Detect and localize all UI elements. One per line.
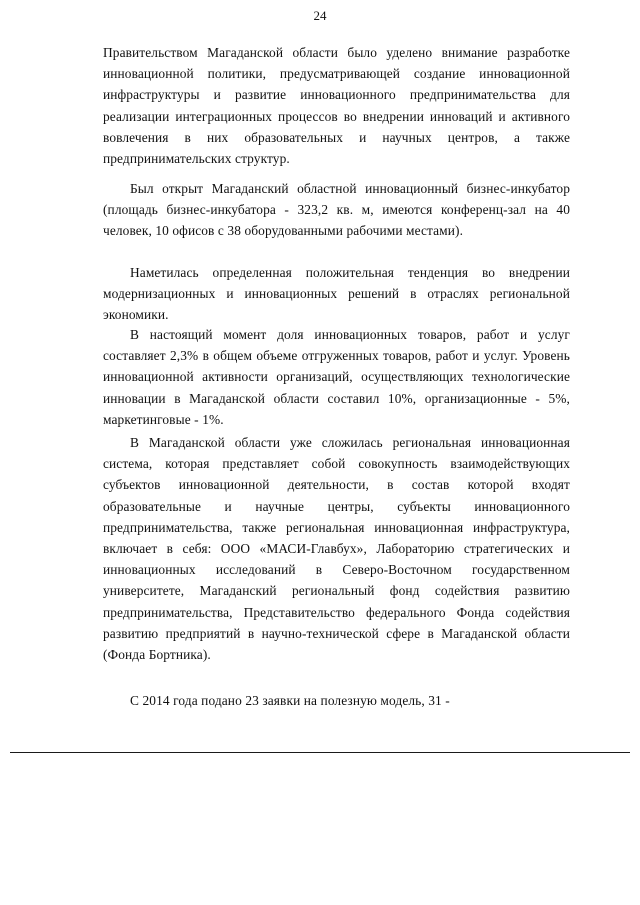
paragraph-applications: С 2014 года подано 23 заявки на полезную модель, 31 - [130,693,450,708]
paragraph-innovation-policy: Правительством Магаданской области было уделено внимание разработке инновационной политики, предусматривающей создание инновационной инфраструктуры и развитие инновационного предпринимательства для реализации интеграционных процессов во внедрении инноваций и активного вовлечения в них образовательных и научных центров, а также предпринимательских структур. [103,45,570,167]
paragraph-business-incubator: Был открыт Магаданский областной инновационный бизнес-инкубатор (площадь бизнес-инкубатора - 323,2 кв. м, имеются конференц-зал на 40 человек, 10 офисов с 38 оборудованными рабочими местами). [103,181,570,239]
paragraph-regional-innovation-system: В Магаданской области уже сложилась региональная инновационная система, которая представляет собой совокупность взаимодействующих субъектов инновационной деятельности, в состав которой входят образовательные и научные центры, субъекты инновационного предпринимательства, также региональная инновационная инфраструктура, включает в себя: ООО «МАСИ-Главбух», Лабораторию стратегических и инновационных исследований в Северо-Восточном государственном университете, Магаданский региональный фонд содействия развитию предпринимательства, Представительство федерального Фонда содействия развитию предприятий в научно-технической сфере в Магаданской области (Фонда Бортника). [103,435,570,663]
page-number: 24 [313,8,327,23]
paragraph-innovation-share: В настоящий момент доля инновационных товаров, работ и услуг составляет 2,3% в общем объеме отгруженных товаров, работ и услуг. Уровень инновационной активности организаций, осуществляющих технологические инновации в Магаданской области составил 10%, организационные - 5%, маркетинговые - 1%. [103,327,570,427]
paragraph-modernization-trend: Наметилась определенная положительная тенденция во внедрении модернизационных и инновационных решений в отраслях региональной экономики. [103,265,570,323]
page-bottom-rule [10,752,630,753]
